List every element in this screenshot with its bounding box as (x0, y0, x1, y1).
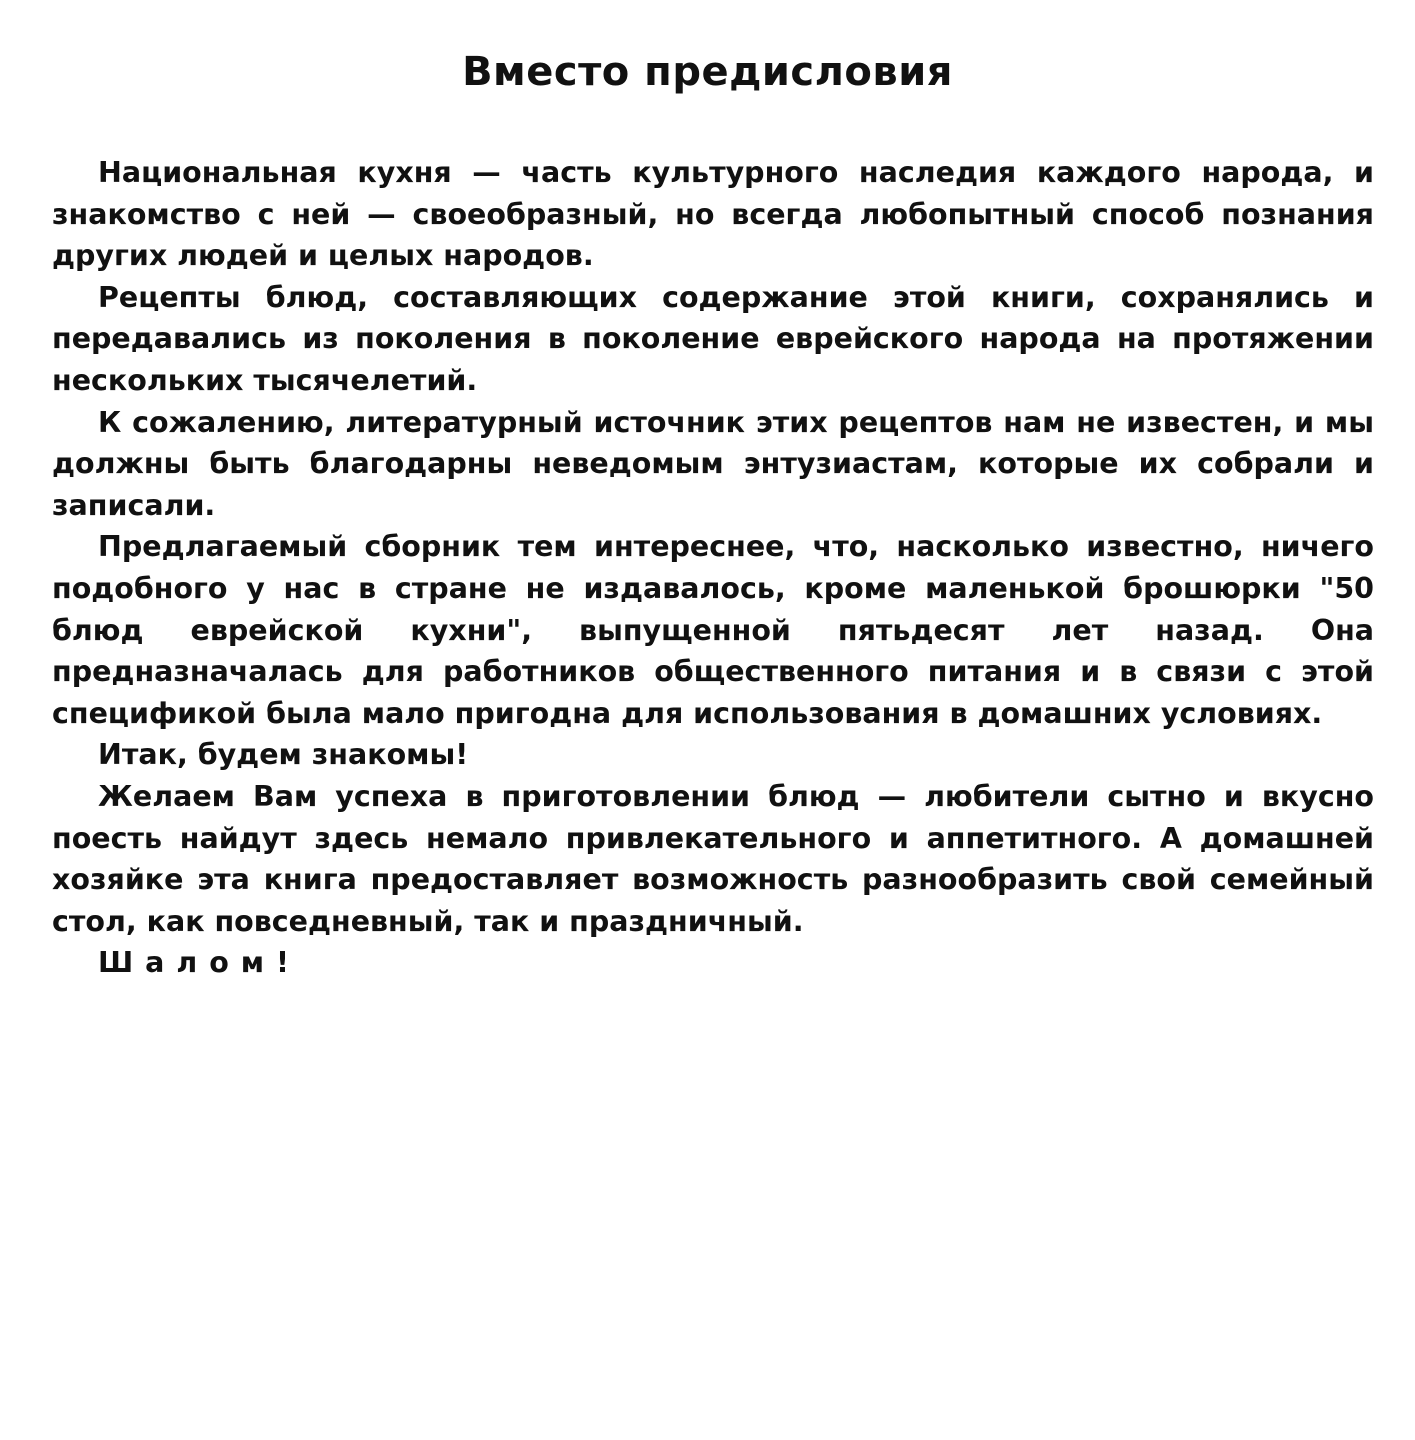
paragraph-collection: Предлагаемый сборник тем интереснее, что, насколько известно, ничего подобного у нас в стране не издавалось, кроме маленькой брошюрки "50 блюд еврейской кухни", выпущенной пятьдесят лет назад. Она предназначалась для работников общественного питания и в связи с этой спецификой была мало пригодна для использования в домашних условиях. (52, 530, 1374, 730)
signoff: Шалом! (98, 946, 302, 980)
paragraph-greeting: Итак, будем знакомы! (98, 738, 469, 772)
paragraph-intro: Национальная кухня — часть культурного наследия каждого народа, и знакомство с ней — своеобразный, но всегда любопытный способ познания других людей и целых народов. (52, 156, 1374, 273)
paragraph-wishes: Желаем Вам успеха в приготовлении блюд — любители сытно и вкусно поесть найдут здесь немало привлекательного и аппетитного. А домашней хозяйке эта книга предоставляет возможность разнообразить свой семейный стол, как повседневный, так и праздничный. (52, 779, 1374, 938)
paragraph-source: К сожалению, литературный источник этих рецептов нам не известен, и мы должны быть благодарны неведомым энтузиастам, которые их собрали и записали. (52, 405, 1374, 522)
page-title: Вместо предисловия (462, 49, 953, 95)
document-body (52, 152, 1374, 984)
paragraph-recipes: Рецепты блюд, составляющих содержание этой книги, сохранялись и передавались из поколения в поколение еврейского народа на протяжении нескольких тысячелетий. (52, 280, 1374, 397)
